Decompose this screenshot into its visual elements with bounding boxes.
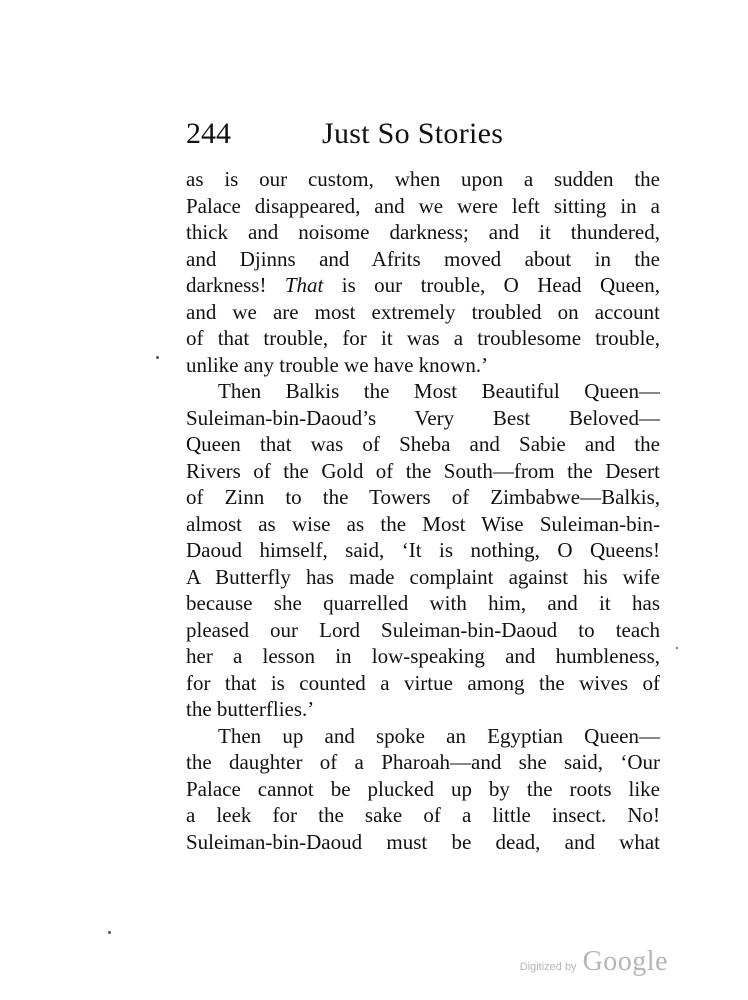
text-line: Daoud himself, said, ‘It is nothing, O Queens! [186, 538, 660, 562]
google-logo: Google [582, 946, 668, 977]
text-line: for that is counted a virtue among the wives of [186, 670, 660, 695]
text-line: a leek for the sake of a little insect. No! [186, 803, 660, 827]
text-line: because she quarrelled with him, and it has [186, 591, 660, 615]
watermark-prefix: Digitized by [519, 961, 577, 973]
speck-mark [156, 356, 159, 359]
text-line: pleased our Lord Suleiman-bin-Daoud to teach [186, 617, 660, 642]
text-line: Suleiman-bin-Daoud’s Very Best Beloved— [186, 405, 660, 430]
text-line: her a lesson in low-speaking and humbleness, [186, 644, 660, 668]
text-line: A Butterfly has made complaint against his wife [186, 564, 660, 589]
text-line: of that trouble, for it was a troublesome trouble, [186, 326, 660, 350]
speck-mark [676, 647, 678, 649]
running-title: Just So Stories [322, 117, 504, 150]
digitized-watermark [520, 946, 668, 978]
text-line: and Djinns and Afrits moved about in the [186, 246, 660, 271]
text-line: darkness! That is our trouble, O Head Queen, [186, 273, 660, 297]
text-line: Then Balkis the Most Beautiful Queen— [218, 379, 660, 403]
body-text [186, 166, 660, 855]
text-line: Suleiman-bin-Daoud must be dead, and what [186, 829, 660, 854]
text-line: the butterflies.’ [186, 697, 315, 721]
text-line: unlike any trouble we have known.’ [186, 352, 489, 377]
emphasis-text: That [284, 273, 324, 297]
text-line: Queen that was of Sheba and Sabie and the [186, 432, 660, 456]
text-line: thick and noisome darkness; and it thundered, [186, 220, 660, 244]
text-line: Then up and spoke an Egyptian Queen— [218, 723, 660, 748]
text-line: Palace disappeared, and we were left sitting in a [186, 193, 660, 218]
page-number: 244 [186, 117, 231, 150]
text-line: the daughter of a Pharoah—and she said, ‘Our [186, 750, 660, 774]
text-line: Palace cannot be plucked up by the roots like [186, 776, 660, 801]
speck-mark [108, 931, 111, 934]
text-line: and we are most extremely troubled on account [186, 299, 660, 324]
text-line: Rivers of the Gold of the South—from the Desert [186, 458, 660, 483]
text-line: as is our custom, when upon a sudden the [186, 167, 660, 191]
page-header [186, 112, 660, 156]
text-line: almost as wise as the Most Wise Suleiman-bin- [186, 511, 660, 536]
text-line: of Zinn to the Towers of Zimbabwe—Balkis, [186, 485, 660, 509]
